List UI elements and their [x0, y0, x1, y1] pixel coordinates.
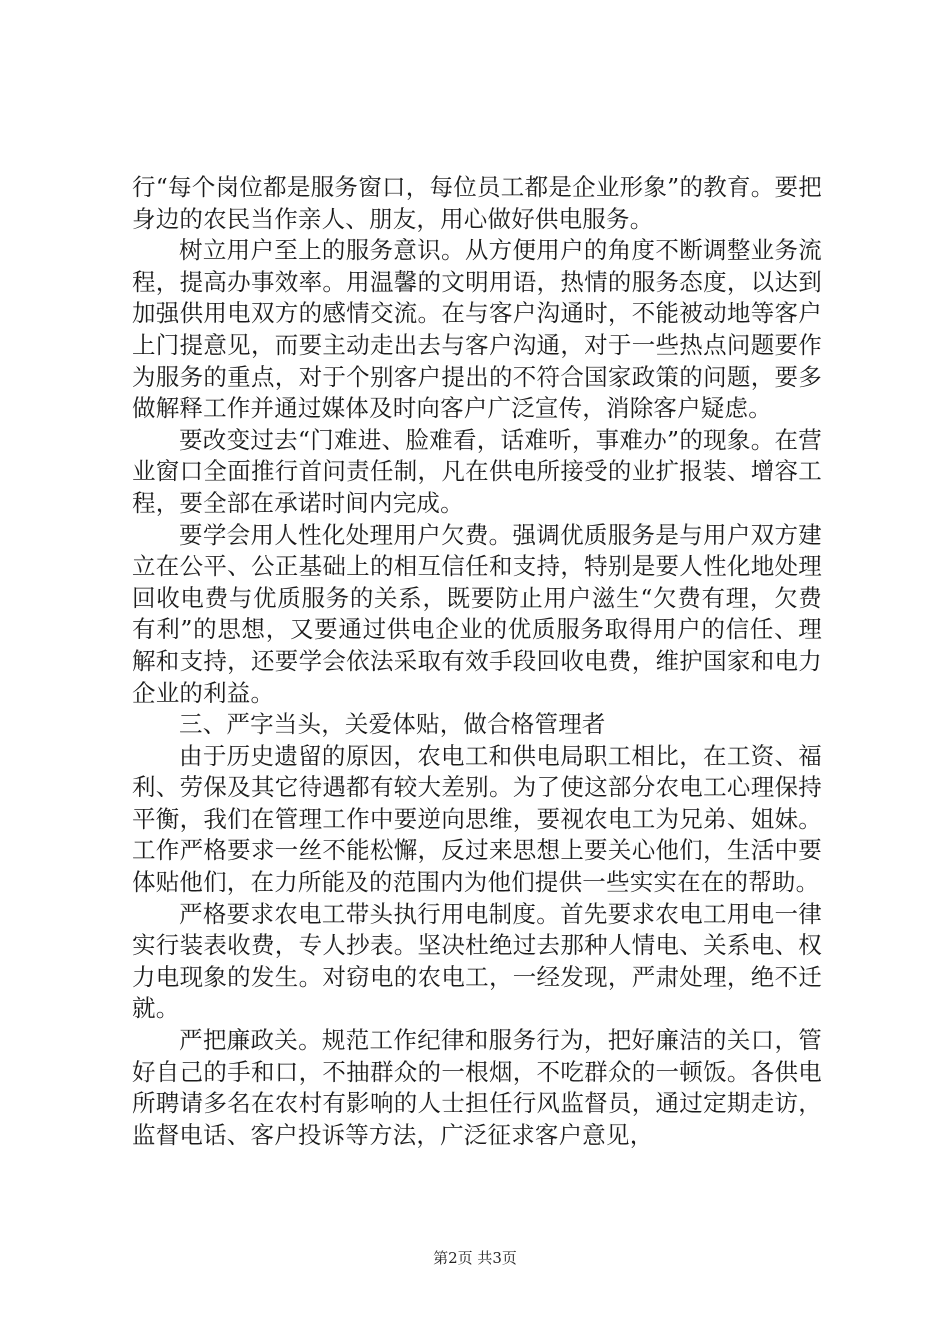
- paragraph-5: 由于历史遗留的原因，农电工和供电局职工相比，在工资、福利、劳保及其它待遇都有较大差别。为了使这部分农电工心理保持平衡，我们在管理工作中要逆向思维，要视农电工为兄弟、姐妹。工作严格要求一丝不能松懈，反过来思想上要关心他们，生活中要体贴他们，在力所能及的范围内为他们提供一些实实在在的帮助。: [132, 741, 822, 897]
- page-number: 第2页 共3页: [433, 1249, 517, 1267]
- paragraph-6: 严格要求农电工带头执行用电制度。首先要求农电工用电一律实行装表收费，专人抄表。坚决杜绝过去那种人情电、关系电、权力电现象的发生。对窃电的农电工，一经发现，严肃处理，绝不迁就。: [132, 899, 822, 1023]
- paragraph-4: 要学会用人性化处理用户欠费。强调优质服务是与用户双方建立在公平、公正基础上的相互信任和支持，特别是要人性化地处理回收电费与优质服务的关系，既要防止用户滋生“欠费有理，欠费有利”的思想，又要通过供电企业的优质服务取得用户的信任、理解和支持，还要学会依法采取有效手段回收电费，维护国家和电力企业的利益。: [132, 520, 822, 707]
- paragraph-1: 行“每个岗位都是服务窗口，每位员工都是企业形象”的教育。要把身边的农民当作亲人、朋友，用心做好供电服务。: [132, 173, 822, 233]
- paragraph-7: 严把廉政关。规范工作纪律和服务行为，把好廉洁的关口，管好自己的手和口，不抽群众的一根烟，不吃群众的一顿饭。各供电所聘请多名在农村有影响的人士担任行风监督员，通过定期走访，监督电话、客户投诉等方法，广泛征求客户意见，: [132, 1026, 822, 1149]
- page-footer: [0, 1248, 950, 1268]
- section-heading: 三、严字当头，关爱体贴，做合格管理者: [179, 710, 606, 739]
- paragraph-2: 树立用户至上的服务意识。从方便用户的角度不断调整业务流程，提高办事效率。用温馨的文明用语，热情的服务态度，以达到加强供用电双方的感情交流。在与客户沟通时，不能被动地等客户上门提意见，而要主动走出去与客户沟通，对于一些热点问题要作为服务的重点，对于个别客户提出的不符合国家政策的问题，要多做解释工作并通过媒体及时向客户广泛宣传，消除客户疑虑。: [132, 236, 822, 423]
- paragraph-3: 要改变过去“门难进、脸难看，话难听，事难办”的现象。在营业窗口全面推行首问责任制，凡在供电所接受的业扩报装、增容工程，要全部在承诺时间内完成。: [132, 425, 822, 517]
- document-body: [132, 172, 822, 1151]
